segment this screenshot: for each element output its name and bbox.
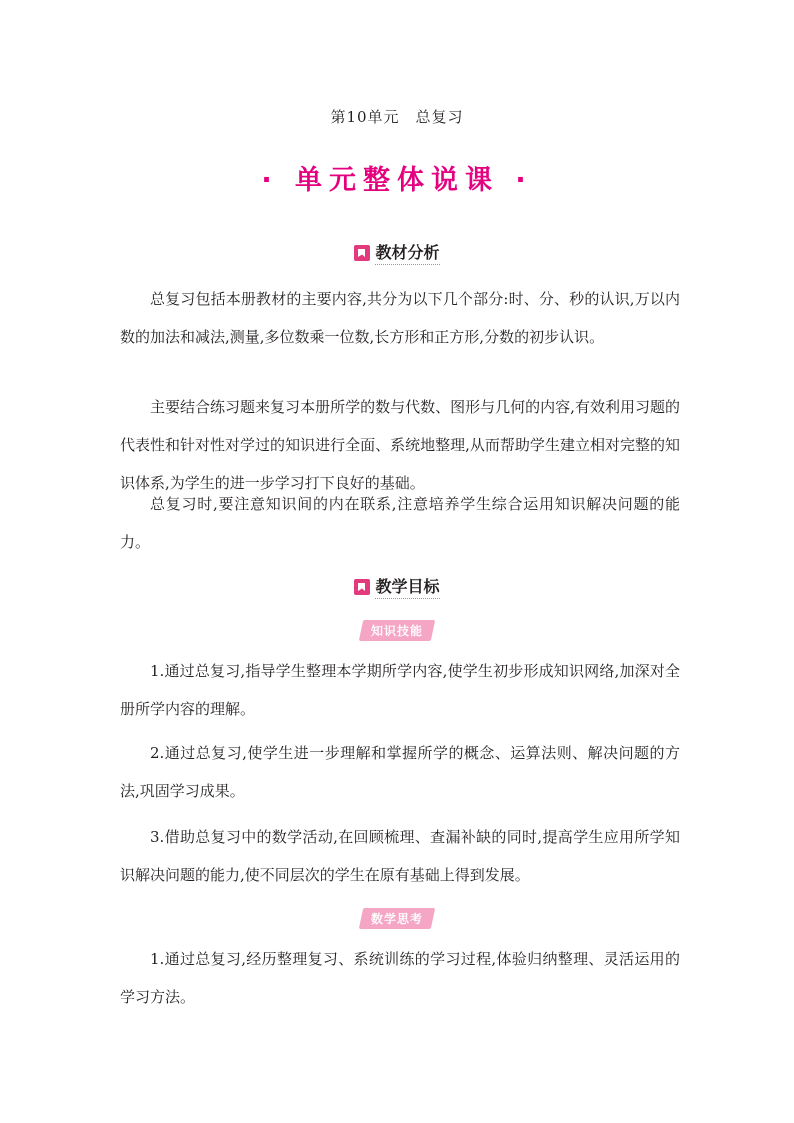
subsection-badge-label: 数学思考 — [370, 912, 423, 926]
subsection-badge-math-thinking — [0, 908, 794, 929]
math-thinking-goal-1: 1.通过总复习,经历整理复习、系统训练的学习过程,体验归纳整理、灵活运用的学习方法。 — [120, 950, 680, 1006]
analysis-paragraph-3: 总复习时,要注意知识间的内在联系,注意培养学生综合运用知识解决问题的能力。 — [120, 495, 680, 551]
section-heading-label: 教材分析 — [375, 240, 439, 265]
section-heading-goals — [0, 574, 794, 599]
unit-topic: 总复习 — [415, 108, 464, 126]
section-heading-label: 教学目标 — [375, 574, 439, 599]
analysis-paragraph-1: 总复习包括本册教材的主要内容,共分为以下几个部分:时、分、秒的认识,万以内数的加法和减法,测量,多位数乘一位数,长方形和正方形,分数的初步认识。 — [120, 290, 680, 346]
knowledge-goal-1: 1.通过总复习,指导学生整理本学期所学内容,使学生初步形成知识网络,加深对全册所学内容的理解。 — [120, 662, 680, 718]
knowledge-goal-2: 2.通过总复习,使学生进一步理解和掌握所学的概念、运算法则、解决问题的方法,巩固学习成果。 — [120, 744, 680, 800]
knowledge-goal-3: 3.借助总复习中的数学活动,在回顾梳理、查漏补缺的同时,提高学生应用所学知识解决问题的能力,使不同层次的学生在原有基础上得到发展。 — [120, 828, 680, 884]
section-heading-analysis — [0, 240, 794, 265]
lesson-title: · 单元整体说课 · — [261, 165, 533, 196]
bookmark-icon — [354, 579, 370, 595]
bookmark-icon — [354, 245, 370, 261]
subsection-badge-knowledge — [0, 620, 794, 641]
analysis-paragraph-2: 主要结合练习题来复习本册所学的数与代数、图形与几何的内容,有效利用习题的代表性和针对性对学过的知识进行全面、系统地整理,从而帮助学生建立相对完整的知识体系,为学生的进一步学习打下良好的基础。 — [120, 398, 680, 492]
unit-number: 第10单元 — [330, 108, 400, 126]
subsection-badge-label: 知识技能 — [370, 624, 423, 638]
unit-title — [0, 106, 794, 127]
